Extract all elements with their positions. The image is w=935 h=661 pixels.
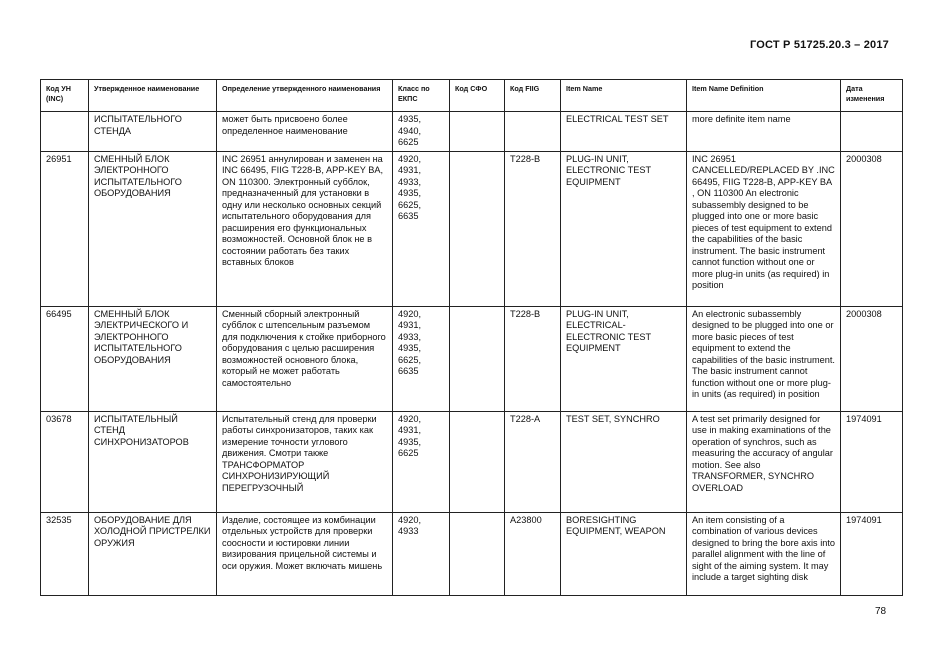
nomenclature-table: [40, 79, 903, 596]
cell-fiig: T228-A: [505, 411, 561, 512]
column-header-approved-name: Утвержденное наименование: [89, 80, 217, 112]
cell-item-definition: An item consisting of a combination of various devices designed to bring the bore axis into parallel alignment with the line of sight of the aiming system. It may include a target sighting disk: [687, 512, 841, 595]
document-code: ГОСТ Р 51725.20.3 – 2017: [749, 39, 889, 51]
column-header-fiig: Код FIIG: [505, 80, 561, 112]
column-header-inc: Код УН (INC): [41, 80, 89, 112]
cell-inc: 03678: [41, 411, 89, 512]
table-header-row: [41, 80, 903, 112]
column-header-sfo: Код СФО: [450, 80, 505, 112]
cell-inc: 32535: [41, 512, 89, 595]
cell-sfo: [450, 151, 505, 306]
cell-definition: Сменный сборный электронный субблок с штепсельным разъемом для подключения к стойке приборного оборудования с целью расширения возможностей основного блока, который не может работать самостоятельно: [217, 306, 393, 411]
table-row: [41, 306, 903, 411]
cell-date: 1974091: [841, 411, 903, 512]
column-header-date: Дата изменения: [841, 80, 903, 112]
table-row: [41, 512, 903, 595]
table-row: [41, 112, 903, 152]
column-header-definition: Определение утвержденного наименования: [217, 80, 393, 112]
cell-approved-name: СМЕННЫЙ БЛОК ЭЛЕКТРИЧЕСКОГО И ЭЛЕКТРОННОГО ИСПЫТАТЕЛЬНОГО ОБОРУДОВАНИЯ: [89, 306, 217, 411]
cell-definition: INC 26951 аннулирован и заменен на INC 66495, FIIG T228-B, APP-KEY BA, ON 110300. Электронный субблок, предназначенный для установки в одну или несколько основных секций испытательного оборудования для расширения его функциональных возможностей. Основной блок не в состоянии работать без таких вставных блоков: [217, 151, 393, 306]
cell-approved-name: СМЕННЫЙ БЛОК ЭЛЕКТРОННОГО ИСПЫТАТЕЛЬНОГО ОБОРУДОВАНИЯ: [89, 151, 217, 306]
column-header-item-name: Item Name: [561, 80, 687, 112]
column-header-class: Класс по ЕКПС: [393, 80, 450, 112]
cell-class: 4920, 4931, 4935, 6625: [393, 411, 450, 512]
cell-fiig: T228-B: [505, 306, 561, 411]
cell-definition: Испытательный стенд для проверки работы синхронизаторов, таких как измерение точности углового движения. Смотри также ТРАНСФОРМАТОР СИНХРОНИЗИРУЮЩИЙ ПЕРЕГРУЗОЧНЫЙ: [217, 411, 393, 512]
cell-date: 2000308: [841, 306, 903, 411]
cell-item-name: ELECTRICAL TEST SET: [561, 112, 687, 152]
cell-item-definition: INC 26951 CANCELLED/REPLACED BY .INC 66495, FIIG T228-B, APP-KEY BA , ON 110300 An electronic subassembly designed to be plugged into one or more basic pieces of test equipment to extend the capabilities of the basic instrument. The basic instrument cannot function without one or more plug-in units (as required) in position: [687, 151, 841, 306]
cell-inc: 66495: [41, 306, 89, 411]
cell-fiig: T228-B: [505, 151, 561, 306]
cell-sfo: [450, 112, 505, 152]
cell-sfo: [450, 306, 505, 411]
cell-sfo: [450, 411, 505, 512]
page-number: 78: [875, 606, 887, 617]
cell-item-definition: more definite item name: [687, 112, 841, 152]
cell-definition: может быть присвоено более определенное наименование: [217, 112, 393, 152]
cell-date: 2000308: [841, 151, 903, 306]
table-row: [41, 411, 903, 512]
cell-fiig: A23800: [505, 512, 561, 595]
cell-sfo: [450, 512, 505, 595]
table-row: [41, 151, 903, 306]
cell-item-name: PLUG-IN UNIT, ELECTRONIC TEST EQUIPMENT: [561, 151, 687, 306]
cell-item-name: TEST SET, SYNCHRO: [561, 411, 687, 512]
cell-item-definition: An electronic subassembly designed to be plugged into one or more basic pieces of test equipment to extend the capabilities of the basic instrument. The basic instrument cannot function without one or more plug-in units (as required) in position: [687, 306, 841, 411]
cell-fiig: [505, 112, 561, 152]
cell-class: 4920, 4931, 4933, 4935, 6625, 6635: [393, 306, 450, 411]
cell-approved-name: ИСПЫТАТЕЛЬНОГО СТЕНДА: [89, 112, 217, 152]
cell-class: 4935, 4940, 6625: [393, 112, 450, 152]
column-header-item-definition: Item Name Definition: [687, 80, 841, 112]
cell-item-name: PLUG-IN UNIT, ELECTRICAL-ELECTRONIC TEST EQUIPMENT: [561, 306, 687, 411]
cell-class: 4920, 4933: [393, 512, 450, 595]
cell-approved-name: ИСПЫТАТЕЛЬНЫЙ СТЕНД СИНХРОНИЗАТОРОВ: [89, 411, 217, 512]
cell-date: 1974091: [841, 512, 903, 595]
cell-item-definition: A test set primarily designed for use in making examinations of the operation of synchros, such as measuring the accuracy of angular motion. See also TRANSFORMER, SYNCHRO OVERLOAD: [687, 411, 841, 512]
cell-inc: [41, 112, 89, 152]
cell-date: [841, 112, 903, 152]
cell-item-name: BORESIGHTING EQUIPMENT, WEAPON: [561, 512, 687, 595]
cell-class: 4920, 4931, 4933, 4935, 6625, 6635: [393, 151, 450, 306]
cell-definition: Изделие, состоящее из комбинации отдельных устройств для проверки соосности и юстировки линии визирования прицельной системы и оси оружия. Может включать мишень: [217, 512, 393, 595]
cell-approved-name: ОБОРУДОВАНИЕ ДЛЯ ХОЛОДНОЙ ПРИСТРЕЛКИ ОРУЖИЯ: [89, 512, 217, 595]
cell-inc: 26951: [41, 151, 89, 306]
